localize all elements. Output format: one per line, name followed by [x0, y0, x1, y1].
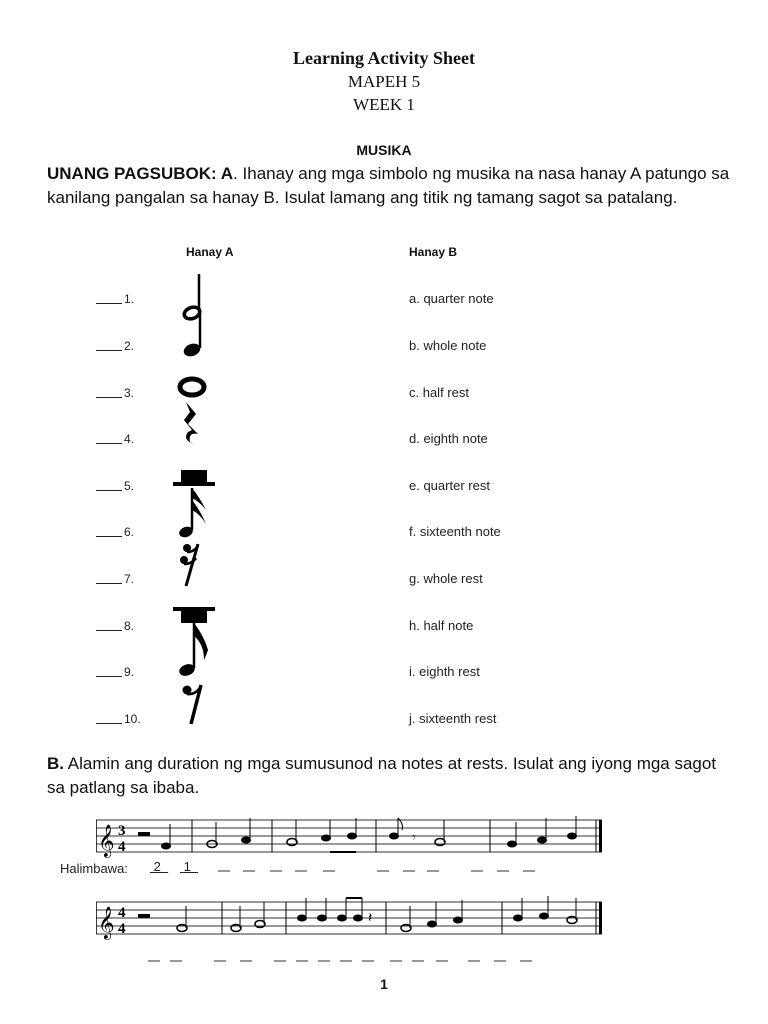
time-sig-bottom: 4	[118, 921, 126, 937]
choice-e: e. quarter rest	[409, 478, 490, 493]
answer-blank-8[interactable]: 8.	[96, 619, 134, 633]
choice-c: c. half rest	[409, 385, 469, 400]
part-b-letter: B.	[47, 754, 64, 773]
example-answer-1: 2	[153, 859, 161, 874]
staff-2-answer-blanks[interactable]	[146, 958, 546, 964]
answer-blank-2[interactable]: 2.	[96, 339, 134, 353]
time-sig-top: 3	[118, 823, 126, 839]
part-a-label: UNANG PAGSUBOK	[47, 164, 212, 183]
choice-f: f. sixteenth note	[409, 524, 501, 539]
time-sig-bottom: 4	[118, 839, 126, 855]
column-b-header: Hanay B	[409, 245, 458, 259]
choice-j: j. sixteenth rest	[409, 711, 497, 726]
eighth-rest-icon	[183, 685, 202, 724]
staff-1-answer-blanks[interactable]	[215, 868, 545, 874]
part-b-text: Alamin ang duration ng mga sumusunod na notes at rests. Isulat ang iyong mga sagot sa patlang sa ibaba.	[47, 754, 717, 797]
choice-h: h. half note	[409, 618, 474, 633]
answer-blank-9[interactable]: 9.	[96, 665, 134, 679]
answer-blank-1[interactable]: 1.	[96, 292, 134, 306]
page-number: 1	[380, 976, 388, 992]
answer-blank-6[interactable]: 6.	[96, 525, 134, 539]
whole-note-icon	[180, 379, 204, 395]
part-b-instructions	[47, 752, 737, 800]
part-a-letter: A	[220, 164, 234, 183]
subject-label: MAPEH 5	[347, 72, 421, 91]
sixteenth-note-icon	[178, 488, 206, 539]
section-heading: MUSIKA	[356, 142, 412, 158]
quarter-rest-icon	[184, 402, 198, 444]
eighth-note-icon	[178, 623, 208, 678]
half-note-icon	[183, 274, 202, 321]
music-staff-2	[96, 894, 608, 944]
week-label: WEEK 1	[353, 95, 415, 114]
part-a-text: . Ihanay ang mga simbolo ng musika na nasa hanay A patungo sa kanilang pangalan sa hanay B. Isulat lamang ang titik ng tamang sagot sa patalang.	[47, 164, 730, 207]
svg-text:𝄾: 𝄾	[412, 830, 416, 846]
answer-blank-10[interactable]: 10.	[96, 712, 141, 726]
music-staff-1	[96, 812, 608, 862]
sixteenth-rest-icon	[180, 544, 198, 586]
svg-text:𝄽: 𝄽	[368, 910, 373, 926]
treble-clef-icon: 𝄞	[98, 906, 115, 939]
choice-i: i. eighth rest	[409, 664, 480, 679]
example-answer-2: 1	[183, 859, 191, 874]
sheet-title: Learning Activity Sheet	[293, 48, 475, 68]
choice-a: a. quarter note	[409, 291, 494, 306]
answer-blank-3[interactable]: 3.	[96, 386, 134, 400]
example-label: Halimbawa:	[60, 861, 128, 876]
answer-blank-5[interactable]: 5.	[96, 479, 134, 493]
half-rest-icon	[173, 607, 215, 623]
answer-blank-4[interactable]: 4.	[96, 432, 134, 446]
time-sig-top: 4	[118, 905, 126, 921]
part-a-instructions: UNANG PAGSUBOK: A. Ihanay ang mga simbolo ng musika na nasa hanay A patungo sa kanilang pangalan sa hanay B. Isulat lamang ang titik ng tamang sagot sa patalang.	[47, 164, 730, 207]
choice-d: d. eighth note	[409, 431, 488, 446]
whole-rest-icon	[173, 470, 215, 486]
treble-clef-icon: 𝄞	[98, 824, 115, 857]
answer-blank-7[interactable]: 7.	[96, 572, 134, 586]
choice-b: b. whole note	[409, 338, 487, 353]
music-symbols-column	[170, 272, 230, 732]
choice-g: g. whole rest	[409, 571, 483, 586]
column-a-header: Hanay A	[186, 245, 234, 259]
